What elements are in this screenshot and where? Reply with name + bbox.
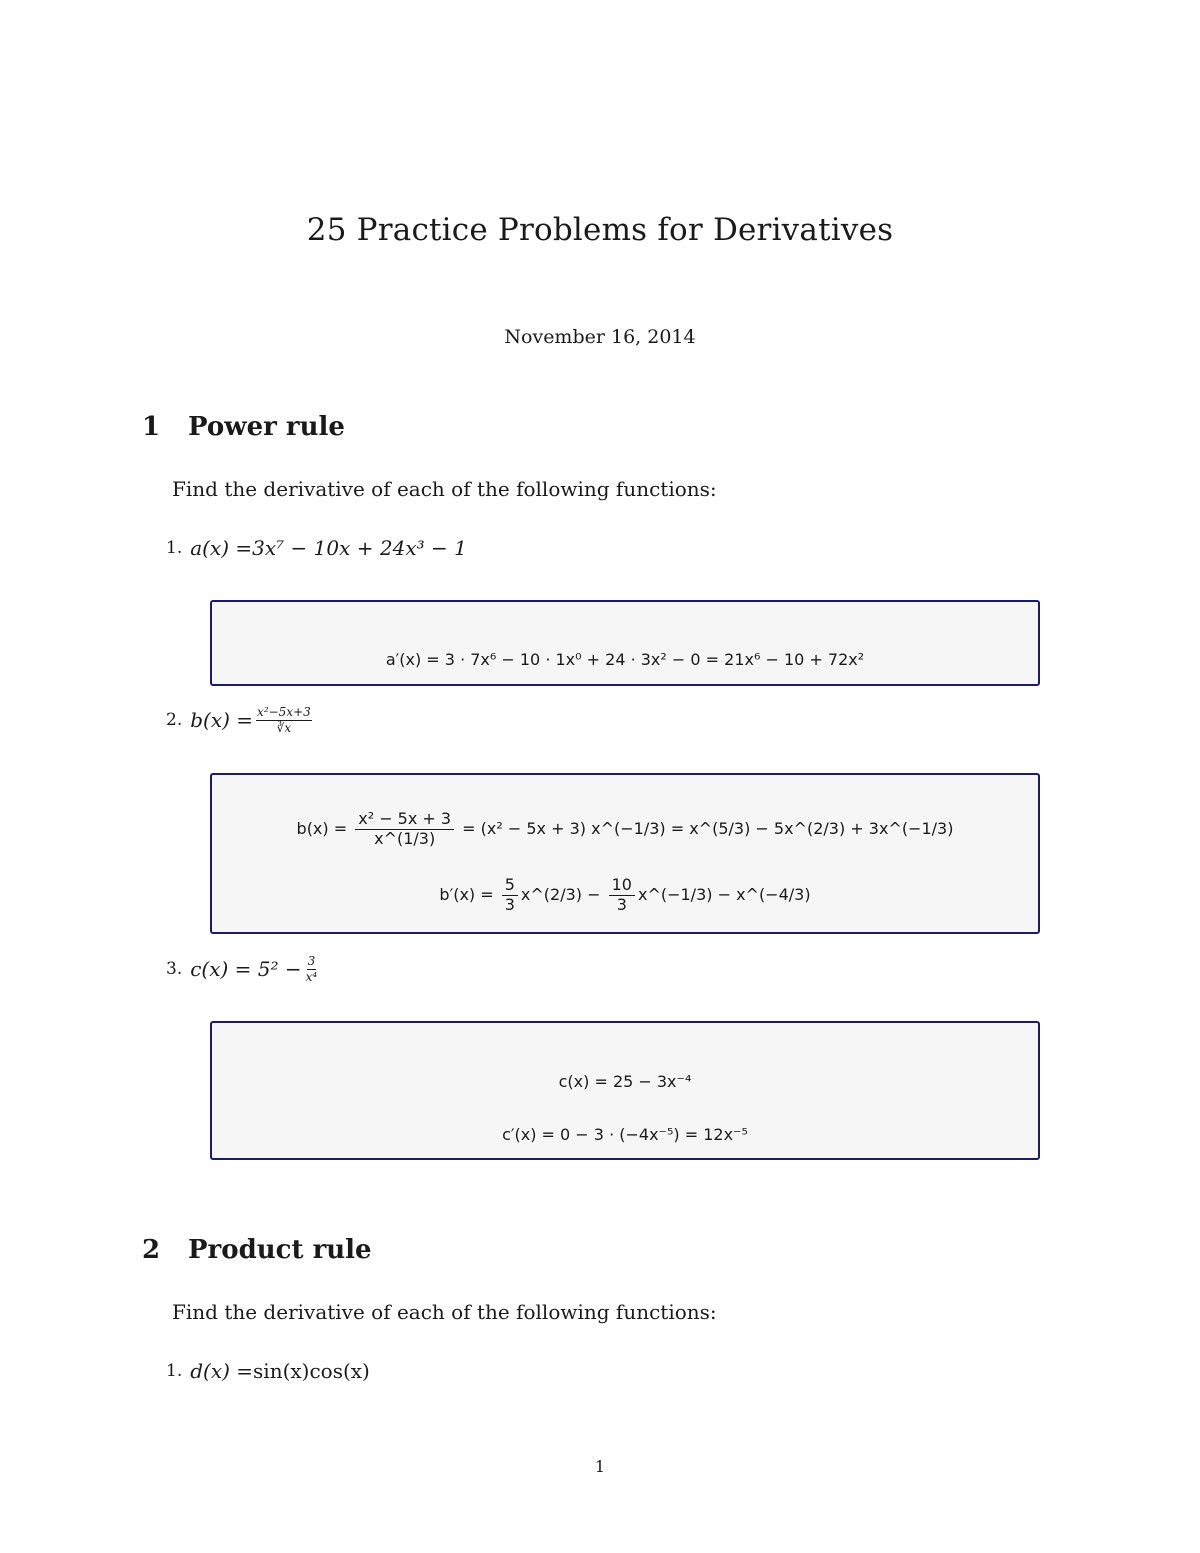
eq-lhs: b(x) = (296, 818, 353, 838)
section-number: 1 (142, 412, 161, 442)
page-number: 1 (594, 1457, 606, 1476)
fraction-numerator: x² − 5x + 3 (355, 811, 454, 830)
section-heading-product-rule (142, 1235, 372, 1265)
section-instruction: Find the derivative of each of the following functions: (172, 477, 717, 501)
eq-lhs: b′(x) = (439, 884, 499, 904)
section-heading-power-rule (142, 412, 345, 442)
problem-number: 2. (166, 710, 183, 731)
eq-fraction (502, 877, 518, 914)
problem-b (166, 706, 315, 734)
problem-fraction (256, 706, 312, 734)
eq-term: x^(−1/3) − x^(−4/3) (637, 884, 811, 904)
solution-equation-2: c′(x) = 0 − 3 · (−4x⁻⁵) = 12x⁻⁵ (502, 1125, 748, 1144)
solution-equation-1: c(x) = 25 − 3x⁻⁴ (558, 1072, 692, 1091)
section-instruction: Find the derivative of each of the following functions: (172, 1300, 717, 1324)
problem-fraction (305, 955, 319, 983)
problem-lhs: d(x) = (190, 1359, 254, 1383)
section-title: Power rule (188, 412, 345, 442)
solution-box-c (210, 1021, 1040, 1160)
fraction-numerator: 5 (502, 877, 518, 896)
problem-lhs: b(x) = (190, 708, 254, 733)
problem-rhs: 3x⁷ − 10x + 24x³ − 1 (252, 536, 467, 560)
solution-box-b (210, 773, 1040, 934)
fraction-numerator: x²−5x+3 (257, 705, 311, 719)
fraction-denominator: ∛x (276, 720, 292, 735)
section-number: 2 (142, 1235, 161, 1265)
fraction-numerator: 10 (609, 877, 635, 896)
solution-box-a (210, 600, 1040, 686)
problem-a (166, 536, 467, 560)
problem-number: 1. (166, 1361, 183, 1381)
solution-equation-2 (212, 877, 1038, 914)
fraction-denominator: x⁴ (305, 969, 318, 984)
problem-lhs: a(x) = (190, 536, 253, 560)
section-title: Product rule (188, 1235, 372, 1265)
eq-rhs: = (x² − 5x + 3) x^(−1/3) = x^(5/3) − 5x^(2/3) + 3x^(−1/3) (457, 818, 954, 838)
eq-term: x^(2/3) − (520, 884, 606, 904)
fraction-numerator: 3 (307, 954, 316, 968)
problem-c (166, 955, 321, 983)
problem-number: 1. (166, 538, 183, 558)
problem-lhs: c(x) = 5² − (190, 957, 302, 982)
problem-rhs: sin(x)cos(x) (253, 1359, 370, 1383)
fraction-denominator: x^(1/3) (374, 828, 436, 848)
fraction-denominator: 3 (616, 894, 627, 914)
problem-d (166, 1359, 370, 1383)
eq-fraction (609, 877, 635, 914)
document-title: 25 Practice Problems for Derivatives (306, 212, 894, 248)
document-date: November 16, 2014 (504, 326, 696, 348)
problem-number: 3. (166, 959, 183, 980)
solution-equation: a′(x) = 3 · 7x⁶ − 10 · 1x⁰ + 24 · 3x² − 0 = 21x⁶ − 10 + 72x² (385, 650, 865, 669)
fraction-denominator: 3 (504, 894, 515, 914)
eq-fraction (355, 811, 454, 848)
solution-equation-1 (212, 811, 1038, 848)
